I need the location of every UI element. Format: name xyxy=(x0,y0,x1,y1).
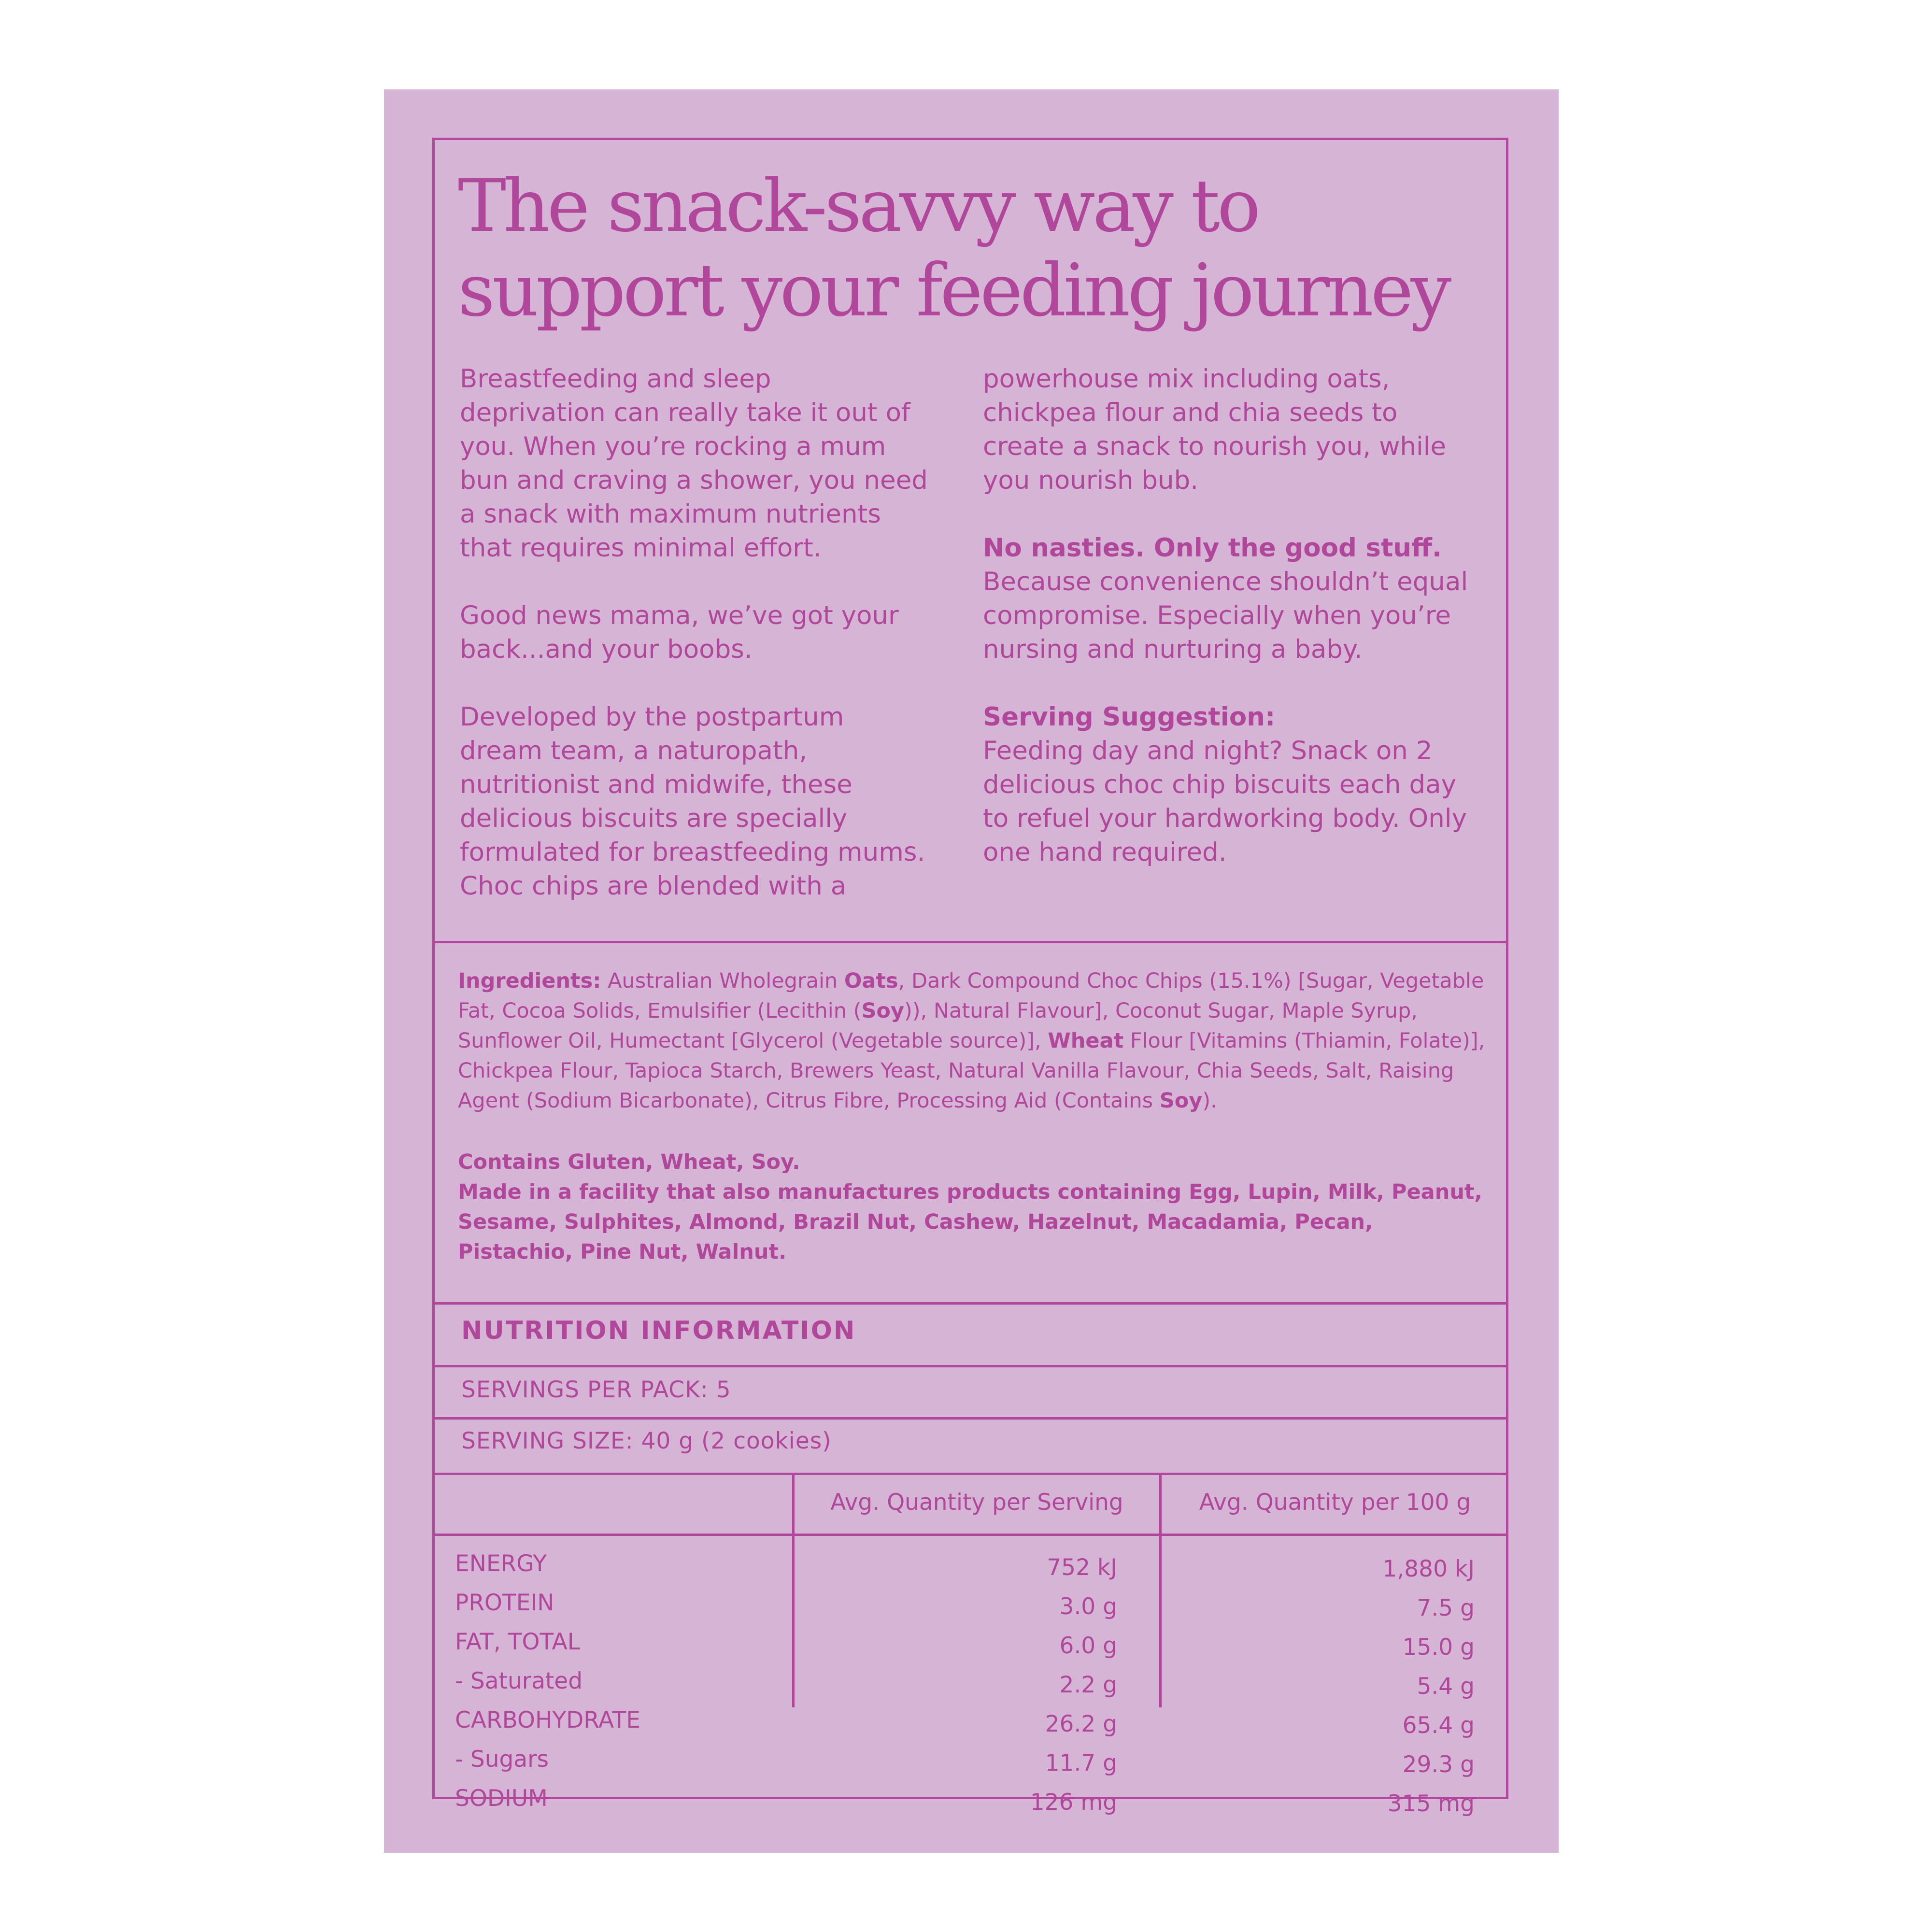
column-header-per-100g: Avg. Quantity per 100 g xyxy=(1199,1489,1471,1516)
text-line: chickpea flour and chia seeds to xyxy=(983,398,1398,427)
intro-left-column xyxy=(460,362,928,903)
intro-paragraph-2 xyxy=(460,599,923,667)
text-line: to refuel your hardworking body. Only xyxy=(983,804,1467,833)
text-line: Developed by the postpartum xyxy=(460,702,844,732)
allergen-highlight: Soy xyxy=(861,999,904,1023)
ingredients-section xyxy=(458,966,1492,1116)
text-line: powerhouse mix including oats, xyxy=(983,364,1390,394)
intro-paragraph-1 xyxy=(460,362,928,565)
ingredients-part: Flour [Vitamins (Thiamin, Folate)], Chickpea Flour, Tapioca Starch, Brewers Yeast, Natural Vanilla Flavour, Chia Seeds, Salt, Raising Agent (Sodium Bicarbonate), Citrus Fibre, Processing Aid (Contains xyxy=(458,1029,1485,1113)
nutrient-per-serving: 11.7 g xyxy=(1045,1750,1117,1776)
ingredients-part: ). xyxy=(1202,1089,1217,1113)
table-top-border xyxy=(435,1473,1506,1475)
nutrient-per-serving: 3.0 g xyxy=(1059,1593,1117,1620)
serving-size: SERVING SIZE: 40 g (2 cookies) xyxy=(461,1428,832,1454)
nutrient-per-100g: 7.5 g xyxy=(1417,1595,1475,1621)
ingredients-part: Australian Wholegrain xyxy=(601,969,844,993)
ingredients-text xyxy=(458,966,1492,1116)
text-line: compromise. Especially when you’re xyxy=(983,601,1451,630)
allergen-statement xyxy=(458,1147,1492,1267)
text-line: you. When you’re rocking a mum xyxy=(460,432,886,461)
text-line: Breastfeeding and sleep xyxy=(460,364,771,394)
text-line: Because convenience shouldn’t equal xyxy=(983,567,1468,597)
nutrient-per-serving: 6.0 g xyxy=(1059,1633,1117,1659)
text-line: you nourish bub. xyxy=(983,466,1199,495)
ingredients-part: )), Natural Flavour], Coconut Sugar, Maple Syrup, Sunflower Oil, Humectant [Glycerol (Vegetable source)], xyxy=(458,999,1418,1053)
intro-paragraph-4 xyxy=(983,362,1447,497)
nutrient-per-100g: 65.4 g xyxy=(1402,1712,1475,1739)
nutrient-per-serving: 126 mg xyxy=(1030,1789,1117,1816)
nutrient-name: - Saturated xyxy=(455,1668,583,1694)
serving-suggestion-paragraph xyxy=(983,700,1467,869)
text-line: one hand required. xyxy=(983,838,1227,867)
text-line: dream team, a naturopath, xyxy=(460,736,808,766)
nutrient-per-100g: 29.3 g xyxy=(1402,1751,1475,1778)
section-divider xyxy=(435,1365,1506,1367)
nutrient-name: FAT, TOTAL xyxy=(455,1629,580,1655)
nutrient-name: CARBOHYDRATE xyxy=(455,1707,640,1733)
label-frame xyxy=(432,138,1508,1817)
contains-statement: Contains Gluten, Wheat, Soy. xyxy=(458,1150,800,1174)
text-line: formulated for breastfeeding mums. xyxy=(460,838,925,867)
nutrient-per-serving: 26.2 g xyxy=(1045,1711,1117,1737)
nutrient-per-100g: 1,880 kJ xyxy=(1382,1556,1475,1582)
nutrition-title: NUTRITION INFORMATION xyxy=(461,1316,856,1345)
servings-per-pack: SERVINGS PER PACK: 5 xyxy=(461,1377,731,1403)
section-divider xyxy=(435,1302,1506,1305)
text-line: nursing and nurturing a baby. xyxy=(983,635,1363,664)
intro-paragraph-3 xyxy=(460,700,923,903)
text-line: nutritionist and midwife, these xyxy=(460,770,852,799)
text-line: that requires minimal effort. xyxy=(460,533,822,563)
text-line: create a snack to nourish you, while xyxy=(983,432,1447,461)
text-line: delicious biscuits are specially xyxy=(460,804,848,833)
nutrient-per-serving: 2.2 g xyxy=(1059,1672,1117,1698)
column-header-per-serving: Avg. Quantity per Serving xyxy=(830,1489,1123,1516)
nutrient-name: ENERGY xyxy=(455,1550,547,1577)
no-nasties-heading: No nasties. Only the good stuff. xyxy=(983,533,1442,563)
text-line: delicious choc chip biscuits each day xyxy=(983,770,1456,799)
allergen-highlight: Soy xyxy=(1159,1089,1203,1113)
facility-statement: Made in a facility that also manufactures products containing Egg, Lupin, Milk, Peanut, Sesame, Sulphites, Almond, Brazil Nut, Cashew, Hazelnut, Macadamia, Pecan, Pistachio, Pine Nut, Walnut. xyxy=(458,1180,1482,1264)
serving-suggestion-heading: Serving Suggestion: xyxy=(983,702,1276,732)
text-line: Good news mama, we’ve got your xyxy=(460,601,899,630)
ingredients-part: , Dark Compound Choc Chips (15.1%) [Sugar, Vegetable Fat, Cocoa Solids, Emulsifier (Lecithin ( xyxy=(458,969,1484,1023)
headline-line-1: The snack-savvy way to xyxy=(458,164,1258,248)
text-line: a snack with maximum nutrients xyxy=(460,499,881,529)
text-line: Choc chips are blended with a xyxy=(460,871,847,901)
nutrient-per-100g: 15.0 g xyxy=(1402,1634,1475,1661)
nutrient-name: SODIUM xyxy=(455,1785,548,1812)
text-line: Feeding day and night? Snack on 2 xyxy=(983,736,1433,766)
section-divider xyxy=(435,941,1506,943)
ingredients-label: Ingredients: xyxy=(458,969,601,993)
text-line: deprivation can really take it out of xyxy=(460,398,910,427)
allergen-highlight: Wheat xyxy=(1048,1029,1124,1053)
nutrient-per-serving: 752 kJ xyxy=(1047,1554,1117,1581)
nutrient-per-100g: 315 mg xyxy=(1387,1790,1475,1817)
intro-right-column xyxy=(983,362,1468,869)
nutrient-per-100g: 5.4 g xyxy=(1417,1673,1475,1700)
no-nasties-paragraph xyxy=(983,531,1468,667)
text-line: back...and your boobs. xyxy=(460,635,753,664)
table-header-divider xyxy=(435,1534,1506,1536)
label-panel xyxy=(384,89,1559,1853)
allergen-highlight: Oats xyxy=(844,969,898,993)
nutrient-name: PROTEIN xyxy=(455,1590,554,1616)
section-divider xyxy=(435,1417,1506,1420)
headline-line-2: support your feeding journey xyxy=(458,249,1449,333)
nutrient-name: - Sugars xyxy=(455,1746,549,1773)
headline xyxy=(458,164,1496,333)
text-line: bun and craving a shower, you need xyxy=(460,466,928,495)
